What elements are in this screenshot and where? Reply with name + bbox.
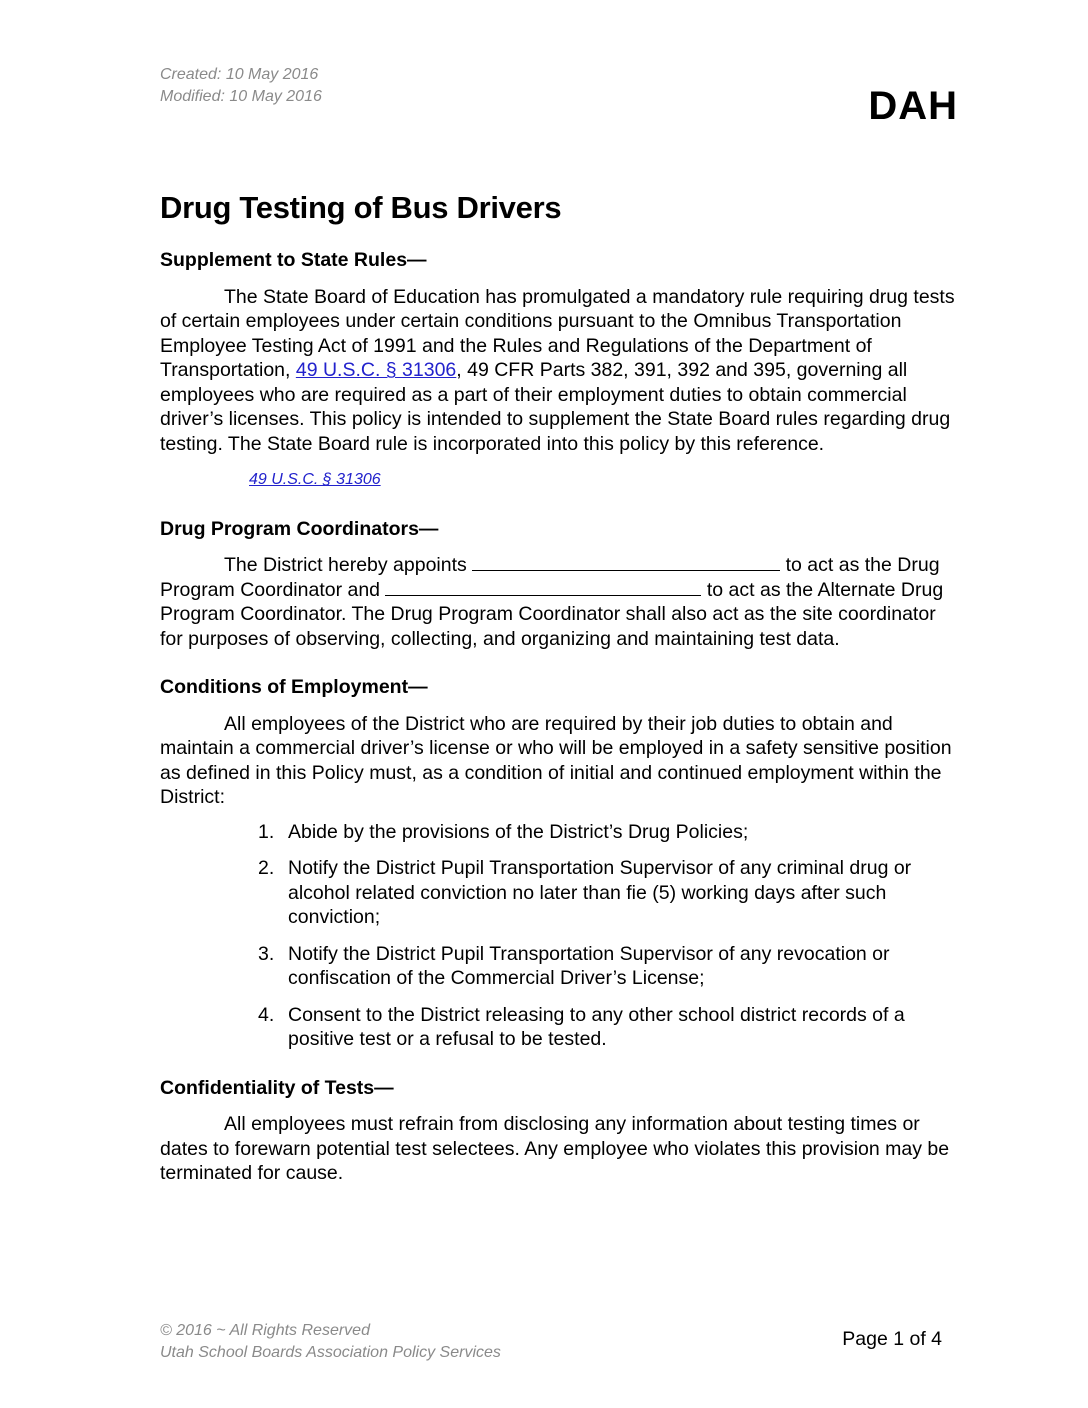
paragraph: All employees of the District who are required by their job duties to obtain and maintain a commercial driver’s license or who will be employed in a safety sensitive position as defined in this Policy must, as a condition of initial and continued employment within the District: bbox=[160, 712, 952, 808]
alternate-coordinator-blank-line bbox=[385, 578, 701, 596]
section-supplement bbox=[160, 248, 960, 493]
paragraph bbox=[160, 553, 960, 651]
paragraph-text: to act as the Alternate Drug Program Coordinator. The Drug Program Coordinator shall also act as the site coordinator for purposes of observing, collecting, and organizing and maintaining test data. bbox=[160, 578, 944, 650]
document-body bbox=[160, 248, 960, 1210]
paragraph-text: The District hereby appoints bbox=[224, 554, 473, 576]
page-number: Page 1 of 4 bbox=[842, 1328, 942, 1350]
policy-code: DAH bbox=[868, 84, 958, 128]
section-coordinators bbox=[160, 517, 960, 652]
modified-date: Modified: 10 May 2016 bbox=[160, 88, 322, 105]
list-item-text: Notify the District Pupil Transportation Supervisor of any criminal drug or alcohol related conviction no later than fie (5) working days after such conviction; bbox=[288, 857, 912, 928]
coordinator-blank-line bbox=[472, 553, 780, 571]
organization-text: Utah School Boards Association Policy Services bbox=[160, 1344, 501, 1361]
reference-link[interactable]: 49 U.S.C. § 31306 bbox=[249, 471, 381, 488]
conditions-list bbox=[160, 820, 960, 1052]
copyright-text: © 2016 ~ All Rights Reserved bbox=[160, 1322, 370, 1339]
document-metadata bbox=[160, 64, 322, 108]
section-heading: Supplement to State Rules— bbox=[160, 249, 427, 271]
paragraph-text: The State Board of Education has promulgated a mandatory rule requiring drug tests of certain employees under certain conditions pursuant to the Omnibus Transportation Employee Testing Act of 1991 and the Rules and Regulations of the Department of Transportation, bbox=[160, 285, 955, 381]
list-item bbox=[258, 1003, 960, 1052]
paragraph: All employees must refrain from disclosing any information about testing times or dates to forewarn potential test selectees. Any employee who violates this provision may be terminated for cause. bbox=[160, 1113, 950, 1184]
paragraph bbox=[160, 285, 960, 457]
list-item-text: Notify the District Pupil Transportation Supervisor of any revocation or confiscation of the Commercial Driver’s License; bbox=[288, 942, 890, 989]
section-confidentiality bbox=[160, 1076, 960, 1186]
section-employment bbox=[160, 675, 960, 1052]
list-item bbox=[258, 942, 960, 991]
list-item-text: Abide by the provisions of the District’s Drug Policies; bbox=[288, 820, 749, 843]
list-number: 1. bbox=[258, 820, 275, 843]
list-number: 4. bbox=[258, 1003, 275, 1026]
footer-copyright bbox=[160, 1320, 501, 1364]
paragraph-text: to act as the Drug Program Coordinator and bbox=[160, 554, 940, 601]
section-heading: Confidentiality of Tests— bbox=[160, 1076, 394, 1099]
paragraph-text: , 49 CFR Parts 382, 391, 392 and 395, governing all employees who are required as a part of their employment duties to obtain commercial driver’s licenses. This policy is intended to supplement the State Board rules regarding drug testing. The State Board rule is incorporated into this policy by this reference. bbox=[160, 359, 951, 455]
list-number: 3. bbox=[258, 942, 275, 965]
list-item bbox=[258, 856, 960, 930]
statute-link[interactable]: 49 U.S.C. § 31306 bbox=[295, 359, 457, 381]
section-heading: Conditions of Employment— bbox=[160, 676, 428, 698]
page-title: Drug Testing of Bus Drivers bbox=[160, 190, 562, 225]
list-number: 2. bbox=[258, 857, 275, 879]
created-date: Created: 10 May 2016 bbox=[160, 66, 319, 83]
list-item-text: Consent to the District releasing to any other school district records of a positive test or a refusal to be tested. bbox=[288, 1003, 905, 1050]
section-heading: Drug Program Coordinators— bbox=[160, 517, 439, 540]
list-item bbox=[258, 820, 960, 845]
